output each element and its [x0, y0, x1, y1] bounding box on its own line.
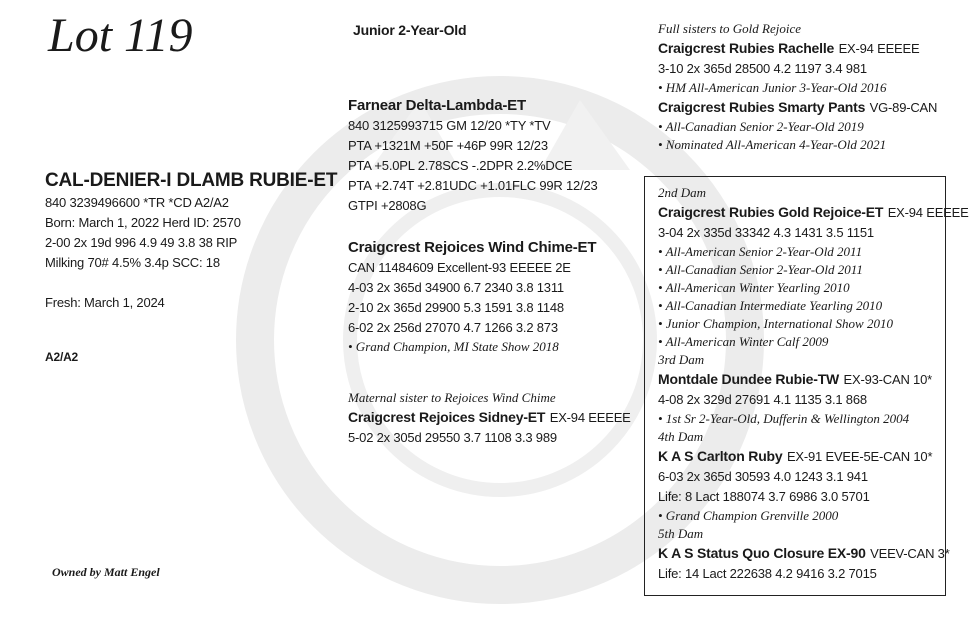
sister1-name: Craigcrest Rubies Rachelle	[658, 40, 835, 56]
dam3-score: EX-93-CAN 10*	[843, 372, 932, 387]
lot-number: Lot 119	[48, 9, 193, 62]
dam2-score: EX-94 EEEEE	[887, 205, 969, 220]
dam2-name: Craigcrest Rubies Gold Rejoice-ET	[658, 204, 884, 220]
sire-block	[348, 96, 598, 216]
dam2-honor-6: • All-American Winter Calf 2009	[658, 334, 829, 349]
dam3-record: 4-08 2x 329d 27691 4.1 1135 3.1 868	[658, 392, 867, 407]
sister2-title	[658, 97, 937, 118]
beta-casein: A2/A2	[45, 350, 79, 364]
dam2-honor-5: • Junior Champion, International Show 2010	[658, 316, 893, 331]
maternal-sister-header: Maternal sister to Rejoices Wind Chime	[348, 390, 556, 405]
dam4-honor: • Grand Champion Grenville 2000	[658, 508, 839, 523]
dam-record-2: 2-10 2x 365d 29900 5.3 1591 3.8 1148	[348, 300, 564, 315]
dam3-label: 3rd Dam	[658, 352, 705, 367]
sire-pta-line-1: PTA +1321M +50F +46P 99R 12/23	[348, 138, 548, 153]
animal-birth-line: Born: March 1, 2022 Herd ID: 2570	[45, 215, 241, 230]
dam3-name: Montdale Dundee Rubie-TW	[658, 371, 840, 387]
dam-id-line: CAN 11484609 Excellent-93 EEEEE 2E	[348, 260, 571, 275]
dam5-score: VEEV-CAN 3*	[870, 546, 950, 561]
sister1-score: EX-94 EEEEE	[838, 41, 920, 56]
sister1-honor: • HM All-American Junior 3-Year-Old 2016	[658, 80, 887, 95]
fresh-date: Fresh: March 1, 2024	[45, 295, 165, 310]
dam2-label: 2nd Dam	[658, 185, 707, 200]
dam4-score: EX-91 EVEE-5E-CAN 10*	[786, 449, 933, 464]
sire-id-line: 840 3125993715 GM 12/20 *TY *TV	[348, 118, 551, 133]
dam4-record: 6-03 2x 365d 30593 4.0 1243 3.1 941	[658, 469, 868, 484]
dam2-honor-3: • All-American Winter Yearling 2010	[658, 280, 850, 295]
sire-pta-line-2: PTA +5.0PL 2.78SCS -.2DPR 2.2%DCE	[348, 158, 573, 173]
owner: Owned by Matt Engel	[52, 565, 160, 579]
dam2-honor-2: • All-Canadian Senior 2-Year-Old 2011	[658, 262, 863, 277]
dam-record-3: 6-02 2x 256d 27070 4.7 1266 3.2 873	[348, 320, 558, 335]
dam2-honor-1: • All-American Senior 2-Year-Old 2011	[658, 244, 863, 259]
full-sisters-header: Full sisters to Gold Rejoice	[658, 21, 801, 36]
sister2-honor-1: • All-Canadian Senior 2-Year-Old 2019	[658, 119, 864, 134]
maternal-sister-title	[348, 407, 631, 428]
dam-block	[348, 238, 596, 356]
class-label: Junior 2-Year-Old	[353, 22, 467, 38]
pedigree-content	[658, 184, 969, 584]
animal-milking-line: Milking 70# 4.5% 3.4p SCC: 18	[45, 255, 220, 270]
animal-block	[45, 169, 337, 273]
maternal-sister-record: 5-02 2x 305d 29550 3.7 1108 3.3 989	[348, 430, 557, 445]
dam4-label: 4th Dam	[658, 429, 704, 444]
dam-name: Craigcrest Rejoices Wind Chime-ET	[348, 239, 597, 256]
dam5-name: K A S Status Quo Closure EX-90	[658, 545, 866, 561]
dam2-honor-4: • All-Canadian Intermediate Yearling 2010	[658, 298, 883, 313]
maternal-sister-block	[348, 389, 631, 448]
dam2-record: 3-04 2x 335d 33342 4.3 1431 3.5 1151	[658, 225, 874, 240]
dam4-title	[658, 446, 969, 467]
sister1-record: 3-10 2x 365d 28500 4.2 1197 3.4 981	[658, 61, 867, 76]
dam2-title	[658, 202, 969, 223]
dam4-name: K A S Carlton Ruby	[658, 448, 783, 464]
maternal-sister-name: Craigcrest Rejoices Sidney-ET	[348, 409, 546, 425]
sister2-score: VG-89-CAN	[869, 100, 938, 115]
dam-honor: • Grand Champion, MI State Show 2018	[348, 339, 559, 354]
sire-gtpi-line: GTPI +2808G	[348, 198, 427, 213]
dam5-life: Life: 14 Lact 222638 4.2 9416 3.2 7015	[658, 566, 877, 581]
dam5-label: 5th Dam	[658, 526, 704, 541]
sire-pta-line-3: PTA +2.74T +2.81UDC +1.01FLC 99R 12/23	[348, 178, 598, 193]
dam4-life: Life: 8 Lact 188074 3.7 6986 3.0 5701	[658, 489, 870, 504]
full-sisters-block	[658, 20, 937, 154]
animal-id-line: 840 3239496600 *TR *CD A2/A2	[45, 195, 229, 210]
dam5-title	[658, 543, 969, 564]
sister1-title	[658, 38, 937, 59]
sister2-honor-2: • Nominated All-American 4-Year-Old 2021	[658, 137, 887, 152]
sire-name: Farnear Delta-Lambda-ET	[348, 97, 526, 114]
dam3-honor: • 1st Sr 2-Year-Old, Dufferin & Wellington 2004	[658, 411, 910, 426]
dam-record-1: 4-03 2x 365d 34900 6.7 2340 3.8 1311	[348, 280, 564, 295]
dam3-title	[658, 369, 969, 390]
animal-record-line: 2-00 2x 19d 996 4.9 49 3.8 38 RIP	[45, 235, 238, 250]
sister2-name: Craigcrest Rubies Smarty Pants	[658, 99, 866, 115]
maternal-sister-score: EX-94 EEEEE	[549, 410, 631, 425]
animal-name: CAL-DENIER-I DLAMB RUBIE-ET	[45, 170, 338, 191]
